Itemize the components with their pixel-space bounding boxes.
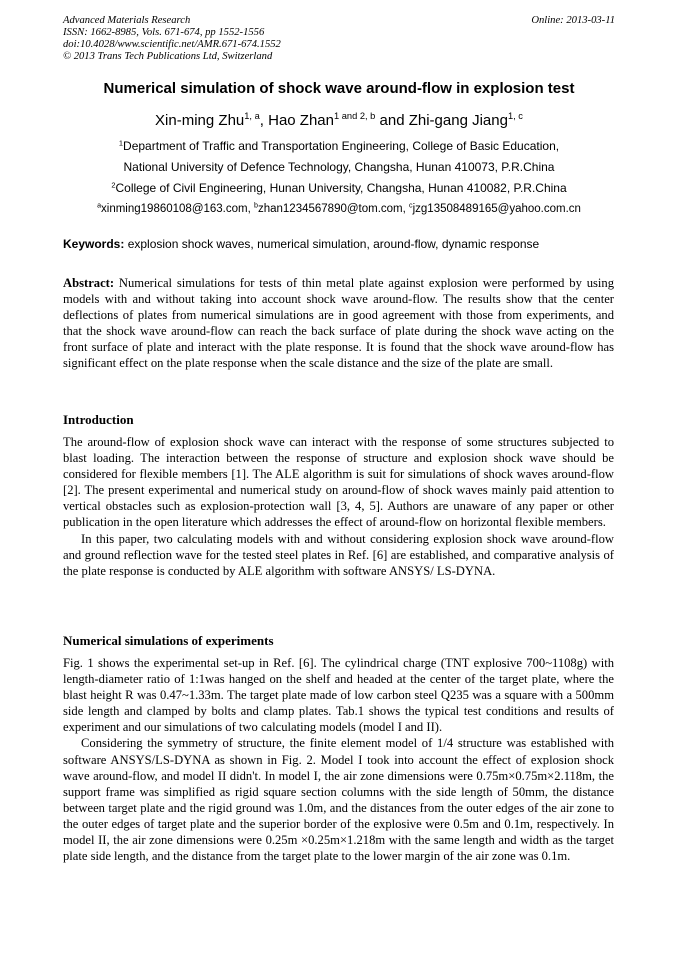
doi-line: doi:10.4028/www.scientific.net/AMR.671-674.1552 [63,39,281,50]
copyright-line: © 2013 Trans Tech Publications Ltd, Switzerland [63,51,273,62]
affiliation-superscript: 2 [111,180,116,190]
online-date: Online: 2013-03-11 [531,15,615,26]
affiliation-text: Department of Traffic and Transportation Engineering, College of Basic Education, [123,139,560,153]
email-address: jzg13508489165@yahoo.com.cn [412,203,581,215]
author-superscript: 1, a [244,111,260,122]
author-list [0,112,678,129]
section-heading-numerical-simulations: Numerical simulations of experiments [63,633,274,648]
author-name: Xin-ming Zhu [155,112,245,129]
author-name: Zhi-gang Jiang [408,112,508,129]
numerical-simulations-body [63,655,614,864]
email-address: xinming19860108@163.com, [101,203,254,215]
paper-title: Numerical simulation of shock wave around-flow in explosion test [103,80,575,97]
author-separator: , [259,112,269,129]
email-line [0,203,678,215]
journal-name: Advanced Materials Research [63,15,191,26]
email-superscript: c [409,201,413,210]
author-superscript: 1 and 2, b [333,111,376,122]
affiliation-text: College of Civil Engineering, Hunan University, Changsha, Hunan 410082, P.R.China [115,181,567,195]
author-superscript: 1, c [507,111,523,122]
author-name: Hao Zhan [268,112,334,129]
introduction-body [63,434,614,579]
keywords-text: explosion shock waves, numerical simulation, around-flow, dynamic response [124,237,540,251]
issn-line: ISSN: 1662-8985, Vols. 671-674, pp 1552-1556 [63,27,265,38]
email-superscript: b [254,201,258,210]
journal-header [63,15,615,63]
abstract-block [63,275,614,372]
paragraph: Considering the symmetry of structure, the finite element model of 1/4 structure was established with software ANSYS/LS-DYNA as shown in Fig. 2. Model I took into account the effect of explosion shock wave around-flow, and model II didn't. In model I, the air zone dimensions were 0.75m×0.75m×2.118m, the support frame was simplified as rigid square section columns with the side length of 50mm, the distance between target plate and the rigid ground was 1.0m, and the distances from the outer edges of the air zone to the outer edges of target plate and the superior border of the explosive were 0.5m and 0.1m, respectively. In model II, the air zone dimensions were 0.25m ×0.25m×1.218m with the same length and width as the target plate side length, and the distance from the target plate to the lower margin of the air zone was 0.1m. [63,736,614,864]
affiliation-1-line-1 [0,139,678,153]
email-address: zhan1234567890@tom.com, [257,203,410,215]
paragraph: In this paper, two calculating models with and without considering explosion shock wave around-flow and ground reflection wave for the tested steel plates in Ref. [6] are established, and comparative analysis of the plate response is conducted by ALE algorithm with software ANSYS/ LS-DYNA. [63,531,614,578]
abstract-label: Abstract: [63,276,115,290]
email-superscript: a [97,201,102,210]
section-heading-introduction: Introduction [63,412,134,427]
paragraph: The around-flow of explosion shock wave can interact with the response of some structures subjected to blast loading. The interaction between the response of structure and explosion shock wave should be considered for flexible members [1]. The ALE algorithm is suit for simulations of shock waves around-flow [2]. The present experimental and numerical study on around-flow of shock waves mainly paid attention to vertical obstacles such as explosion-protection wall [3, 4, 5]. Authors are unaware of any paper or other publication in the open literature which addresses the effect of around-flow on horizontal flexible members. [63,435,614,530]
paragraph: Fig. 1 shows the experimental set-up in Ref. [6]. The cylindrical charge (TNT explosive 700~1108g) with length-diameter ratio of 1:1was hanged on the shelf and headed at the center of the target plate, where the blast height R was 0.47~1.33m. The target plate made of low carbon steel Q235 was a square with a 500mm side length and clamped by bolts and clamp plates. Tab.1 shows the typical test conditions and results of experiment and our simulations of two calculating models (model I and II). [63,656,614,735]
affiliation-superscript: 1 [118,138,124,148]
author-separator: and [375,112,409,129]
keywords-label: Keywords: [63,237,125,251]
abstract-text: Numerical simulations for tests of thin metal plate against explosion were performed by using models with and without taking into account shock wave around-flow. The results show that the center deflections of plates from numerical simulations are in good agreement with those from experiments, and that the shock wave around-flow can reach the back surface of plate during the shock wave acting on the front surface of plate and interact with the plate response. It is found that the shock wave around-flow has significant effect on the plate response when the scale distance and the size of the plate are small. [63,276,614,371]
keywords-line [63,237,539,251]
affiliation-1-line-2: National University of Defence Technology, Changsha, Hunan 410073, P.R.China [123,160,555,174]
affiliation-2 [0,181,678,195]
